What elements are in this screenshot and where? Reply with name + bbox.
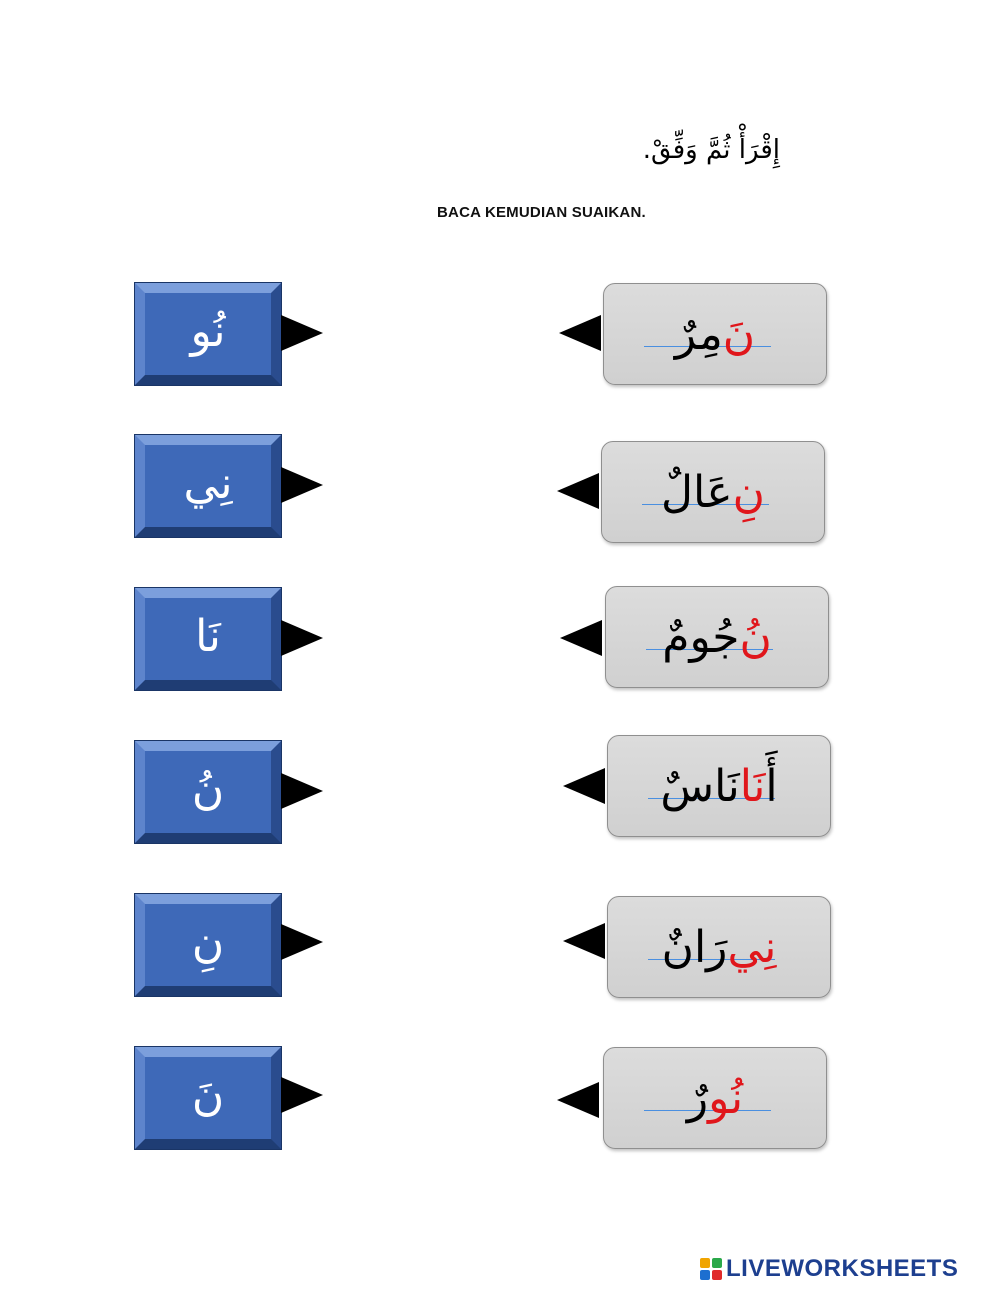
word-card-5[interactable] bbox=[607, 896, 831, 998]
tile-connector-6[interactable] bbox=[281, 1077, 323, 1113]
tile-label: نِي bbox=[183, 457, 233, 509]
card-connector-6[interactable] bbox=[557, 1082, 599, 1118]
tile-connector-3[interactable] bbox=[281, 620, 323, 656]
tile-syllable-2[interactable] bbox=[135, 435, 281, 537]
card-connector-2[interactable] bbox=[557, 473, 599, 509]
tile-syllable-3[interactable] bbox=[135, 588, 281, 690]
word-highlight: نَا bbox=[739, 760, 766, 812]
card-word bbox=[604, 1048, 826, 1148]
tile-syllable-5[interactable] bbox=[135, 894, 281, 996]
card-word bbox=[602, 442, 824, 542]
tile-label: نَا bbox=[195, 610, 221, 662]
instruction-arabic: إِقْرَأْ ثُمَّ وَفِّقْ. bbox=[642, 135, 780, 165]
word-rest: نَاسٌ bbox=[660, 760, 740, 812]
word-highlight: نِي bbox=[727, 921, 777, 973]
tile-syllable-1[interactable] bbox=[135, 283, 281, 385]
liveworksheets-logo[interactable] bbox=[700, 1255, 958, 1283]
card-word bbox=[608, 736, 830, 836]
card-connector-4[interactable] bbox=[563, 768, 605, 804]
word-highlight: نَ bbox=[722, 308, 756, 360]
card-connector-5[interactable] bbox=[563, 923, 605, 959]
tile-connector-2[interactable] bbox=[281, 467, 323, 503]
word-card-2[interactable] bbox=[601, 441, 825, 543]
word-card-6[interactable] bbox=[603, 1047, 827, 1149]
tile-label: نَ bbox=[191, 1069, 225, 1121]
tile-label: نِ bbox=[191, 916, 225, 968]
word-highlight: نُ bbox=[739, 611, 772, 663]
word-card-4[interactable] bbox=[607, 735, 831, 837]
word-prefix: أَ bbox=[765, 760, 778, 812]
tile-syllable-4[interactable] bbox=[135, 741, 281, 843]
tile-label: نُو bbox=[190, 305, 226, 357]
card-connector-1[interactable] bbox=[559, 315, 601, 351]
word-rest: رٌ bbox=[686, 1072, 709, 1124]
word-rest: جُومٌ bbox=[662, 611, 740, 663]
word-card-3[interactable] bbox=[605, 586, 829, 688]
instruction-malay: BACA KEMUDIAN SUAIKAN. bbox=[437, 204, 646, 221]
word-rest: مِرٌ bbox=[674, 308, 723, 360]
tile-connector-4[interactable] bbox=[281, 773, 323, 809]
word-rest: عَالٌ bbox=[661, 466, 733, 518]
card-word bbox=[604, 284, 826, 384]
word-card-1[interactable] bbox=[603, 283, 827, 385]
tile-label: نُ bbox=[191, 763, 225, 815]
card-word bbox=[608, 897, 830, 997]
word-highlight: نُو bbox=[708, 1072, 744, 1124]
brand-name: LIVEWORKSHEETS bbox=[726, 1255, 959, 1282]
card-connector-3[interactable] bbox=[560, 620, 602, 656]
card-word bbox=[606, 587, 828, 687]
liveworksheets-logo-icon bbox=[700, 1258, 722, 1280]
tile-connector-5[interactable] bbox=[281, 924, 323, 960]
tile-syllable-6[interactable] bbox=[135, 1047, 281, 1149]
tile-connector-1[interactable] bbox=[281, 315, 323, 351]
word-highlight: نِ bbox=[732, 466, 765, 518]
word-rest: رَانٌ bbox=[661, 921, 728, 973]
